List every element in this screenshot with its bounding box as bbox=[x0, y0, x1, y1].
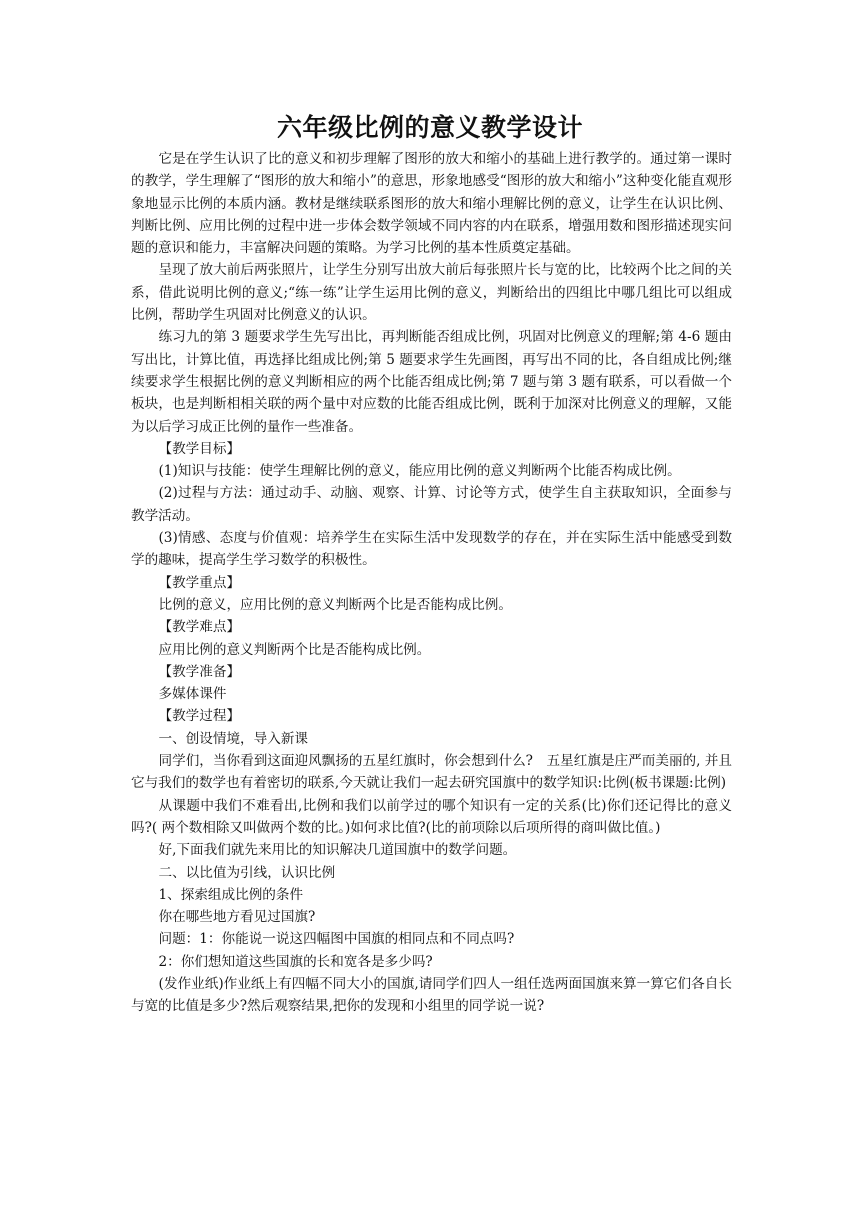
difficulties-text: 应用比例的意义判断两个比是否能构成比例。 bbox=[158, 641, 431, 658]
heading-preparation: 【教学准备】 bbox=[158, 663, 241, 680]
document-title: 六年级比例的意义教学设计 bbox=[276, 113, 583, 142]
preparation-text: 多媒体课件 bbox=[158, 686, 227, 703]
objective-knowledge: (1)知识与技能：使学生理解比例的意义，能应用比例的意义判断两个比能否构成比例。 bbox=[158, 463, 681, 480]
question-flag-places: 你在哪些地方看见过国旗? bbox=[158, 909, 316, 926]
key-points-text: 比例的意义，应用比例的意义判断两个比是否能构成比例。 bbox=[158, 596, 512, 613]
heading-difficulties: 【教学难点】 bbox=[158, 619, 241, 636]
flag-intro-paragraph: 同学们，当你看到这面迎风飘扬的五星红旗时，你会想到什么? 五星红旗是庄严而美丽的, 并且它与我们的数学也有着密切的联系,今天就让我们一起去研究国旗中的数学知识:比例(板书课题:比例) bbox=[131, 753, 732, 792]
worksheet-paragraph: (发作业纸)作业纸上有四幅不同大小的国旗,请同学们四人一组任选两面国旗来算一算它们各自长与宽的比值是多少?然后观察结果,把你的发现和小组里的同学说一说? bbox=[131, 975, 732, 1015]
subsection-heading: 1、探索组成比例的条件 bbox=[158, 886, 304, 903]
objective-process: (2)过程与方法：通过动手、动脑、观察、计算、讨论等方式，使学生自主获取知识，全面参与教学活动。 bbox=[131, 485, 732, 524]
transition-paragraph: 好,下面我们就先来用比的知识解决几道国旗中的数学问题。 bbox=[158, 842, 517, 859]
document-body bbox=[131, 148, 732, 1018]
photo-paragraph: 呈现了放大前后两张照片，让学生分别写出放大前后每张照片长与宽的比，比较两个比之间的关系，借此说明比例的意义;“练一练”让学生运用比例的意义，判断给出的四组比中哪几组比可以组成比例，帮助学生巩固对比例意义的认识。 bbox=[131, 262, 732, 324]
section-two-heading: 二、以比值为引线，认识比例 bbox=[158, 864, 336, 881]
section-one-heading: 一、创设情境，导入新课 bbox=[158, 730, 309, 747]
ratio-review-paragraph: 从课题中我们不难看出,比例和我们以前学过的哪个知识有一定的关系(比)你们还记得比的意义吗?( 两个数相除又叫做两个数的比。)如何求比值?(比的前项除以后项所得的商叫做比值。) bbox=[131, 797, 732, 836]
intro-paragraph: 它是在学生认识了比的意义和初步理解了图形的放大和缩小的基础上进行教学的。通过第一课时的教学，学生理解了“图形的放大和缩小”的意思，形象地感受“图形的放大和缩小”这种变化能直观形象地显示比例的本质内涵。教材是继续联系图形的放大和缩小理解比例的意义，让学生在认识比例、判断比例、应用比例的过程中进一步体会数学领域不同内容的内在联系，增强用数和图形描述现实问题的意识和能力，丰富解决问题的策略。为学习比例的基本性质奠定基础。 bbox=[131, 151, 732, 257]
question-one: 问题：1：你能说一说这四幅图中国旗的相同点和不同点吗? bbox=[158, 931, 515, 948]
exercise-paragraph: 练习九的第 3 题要求学生先写出比，再判断能否组成比例，巩固对比例意义的理解;第 4-6 题由写出比，计算比值，再选择比组成比例;第 5 题要求学生先画图，再写出不同的比，各自组成比例;继续要求学生根据比例的意义判断相应的两个比能否组成比例;第 7 题与第 3 题有联系，可以看做一个板块，也是判断相相关联的两个量中对应数的比能否组成比例，既利于加深对比例意义的理解，又能为以后学习成正比例的量作一些准备。 bbox=[131, 329, 732, 435]
heading-process: 【教学过程】 bbox=[158, 708, 241, 725]
question-two: 2：你们想知道这些国旗的长和宽各是多少吗? bbox=[158, 953, 433, 970]
heading-objectives: 【教学目标】 bbox=[158, 440, 241, 457]
objective-emotion: (3)情感、态度与价值观：培养学生在实际生活中发现数学的存在，并在实际生活中能感受到数学的趣味，提高学生学习数学的积极性。 bbox=[131, 530, 732, 569]
heading-key-points: 【教学重点】 bbox=[158, 574, 241, 591]
